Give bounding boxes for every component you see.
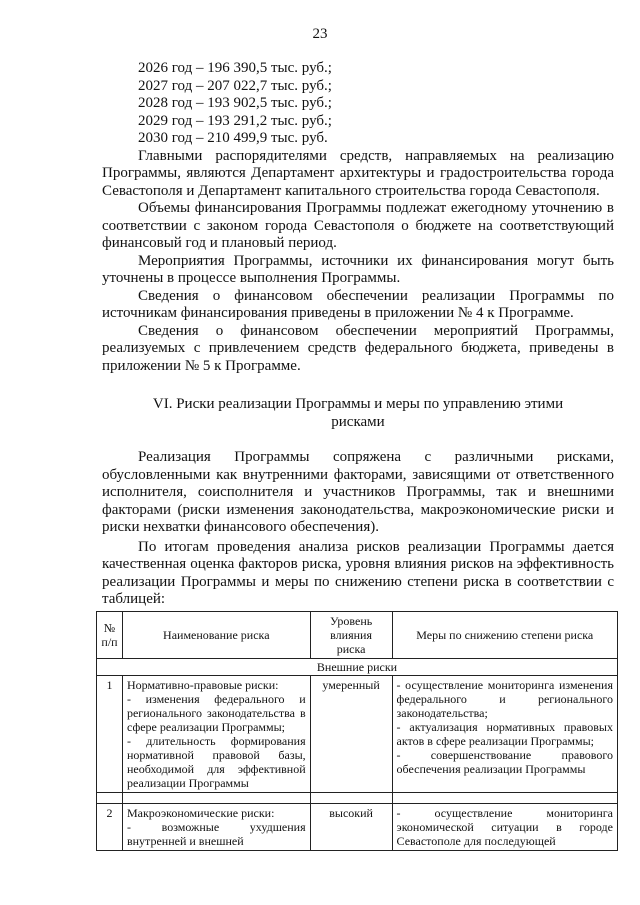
funding-amounts-list xyxy=(138,60,614,148)
page-number: 23 xyxy=(312,26,328,42)
row-1-risk-name xyxy=(122,675,310,792)
paragraph-risks-analysis: По итогам проведения анализа рисков реализации Программы дается качественная оценка факторов риска, уровня влияния рисков на эффективность реализации Программы и меры по снижению степени риска в соответствии с таблицей: xyxy=(102,538,614,607)
row-2-name-line: Макроэкономические риски: xyxy=(126,805,275,820)
risk-table-header-row xyxy=(97,611,618,658)
header-num: № п/п xyxy=(97,611,123,658)
row-1-measures xyxy=(392,675,617,792)
row-2-measure-line: - осуществление мониторинга экономической ситуации в городе Севастополе для последующей xyxy=(396,805,613,848)
funding-amount-2028: 2028 год – 193 902,5 тыс. руб.; xyxy=(138,95,332,111)
row-1-name-line: Нормативно-правовые риски: xyxy=(126,677,279,692)
row-1-name-line: - длительность формирования нормативной правовой базы, необходимой для эффективной реализации Программы xyxy=(126,733,306,790)
paragraph-annual-adjustment: Объемы финансирования Программы подлежат ежегодному уточнению в соответствии с законом города Севастополя о бюджете на соответствующий финансовый год и плановый период. xyxy=(102,200,614,251)
funding-amount-2029: 2029 год – 193 291,2 тыс. руб.; xyxy=(138,112,332,129)
header-risk-name: Наименование риска xyxy=(122,611,310,658)
row-1-measure-line: - осуществление мониторинга изменения федерального и регионального законодательства; xyxy=(396,677,613,720)
paragraph-appendix-4: Сведения о финансовом обеспечении реализации Программы по источникам финансирования приведены в приложении № 4 к Программе. xyxy=(102,287,614,321)
header-risk-level: Уровень влияния риска xyxy=(310,611,392,658)
document-body xyxy=(102,60,614,851)
row-2-risk-name xyxy=(122,803,310,850)
row-2-name-line: - возможные ухудшения внутренней и внешней xyxy=(126,819,306,848)
table-row xyxy=(97,675,618,792)
row-2-measures xyxy=(392,803,617,850)
row-2-level: высокий xyxy=(310,803,392,850)
risk-table xyxy=(96,611,618,851)
paragraph-risks-intro: Реализация Программы сопряжена с различными рисками, обусловленными как внутренними факторами, зависящими от ответственного исполнителя, соисполнителя и участников Программы, так и внешними факторами (риски изменения законодательства, макроэкономические риски и риски нехватки финансового обеспечения). xyxy=(102,449,614,535)
risk-group-row xyxy=(97,658,618,675)
section-heading-line-2: рисками xyxy=(331,414,385,430)
paragraph-budget-managers: Главными распорядителями средств, направляемых на реализацию Программы, являются Департамент архитектуры и градостроительства города Севастополя и Департамент капитального строительства города Севастополя. xyxy=(102,147,614,199)
row-1-level: умеренный xyxy=(310,675,392,792)
funding-amount-2030: 2030 год – 210 499,9 тыс. руб. xyxy=(138,130,328,146)
section-heading xyxy=(102,395,614,431)
table-row xyxy=(97,803,618,850)
risk-group-label: Внешние риски xyxy=(97,658,618,675)
table-row-spacer xyxy=(97,792,618,803)
funding-amount-2026: 2026 год – 196 390,5 тыс. руб.; xyxy=(138,60,332,76)
row-1-measure-line: - актуализация нормативных правовых актов в сфере реализации Программы; xyxy=(396,719,613,748)
row-1-measure-line: - совершенствование правового обеспечения реализации Программы xyxy=(396,747,613,776)
row-1-num: 1 xyxy=(97,675,123,792)
paragraph-appendix-5: Сведения о финансовом обеспечении мероприятий Программы, реализуемых с привлечением средств федерального бюджета, приведены в приложении № 5 к Программе. xyxy=(102,322,614,374)
section-heading-line-1: VI. Риски реализации Программы и меры по управлению этими xyxy=(152,396,564,412)
row-2-num: 2 xyxy=(97,803,123,850)
paragraph-activities-clarification: Мероприятия Программы, источники их финансирования могут быть уточнены в процессе выполнения Программы. xyxy=(102,252,614,286)
funding-amount-2027: 2027 год – 207 022,7 тыс. руб.; xyxy=(138,77,332,94)
row-1-name-line: - изменения федерального и регионального законодательства в сфере реализации Программы; xyxy=(126,691,306,734)
header-measures: Меры по снижению степени риска xyxy=(392,611,617,658)
